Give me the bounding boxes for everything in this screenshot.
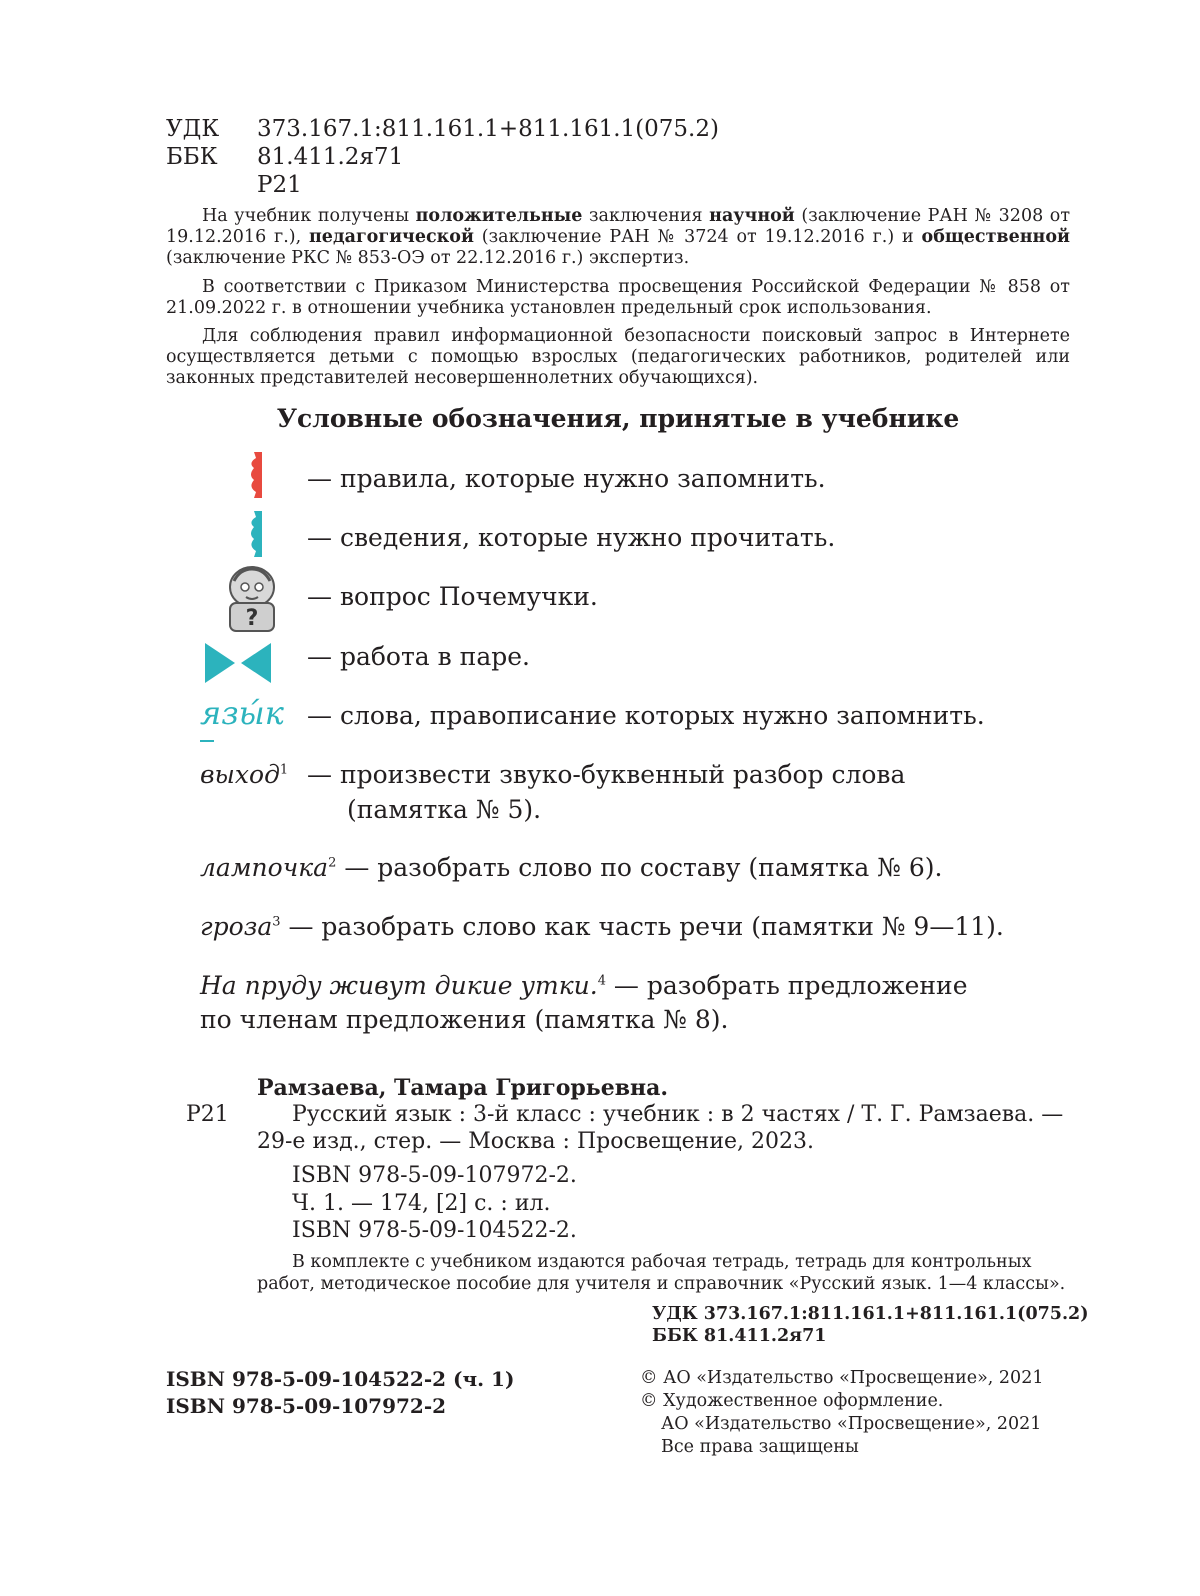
author-sign: Р21 [257,172,302,198]
analysis-word: лампочка [200,853,329,882]
catalog-kit-1: В комплекте с учебником издаются рабочая тетрадь, тетрадь для контрольных [292,1252,1032,1272]
legend-item-pair: — работа в паре. [307,642,530,671]
catalog-isbn-main: ISBN 978-5-09-107972-2. [292,1163,577,1188]
order-paragraph: В соответствии с Приказом Министерства просвещения Российской Федерации № 858 от 21.09.2022 г. в отношении учебника установлен предельный срок использования. [166,277,1070,318]
catalog-bbk: ББК 81.411.2я71 [652,1326,827,1346]
footer-copyright-2: © Художественное оформление. [640,1391,944,1411]
analysis-sentence: На пруду живут дикие утки. [200,971,598,1000]
footer-rights: Все права защищены [661,1437,859,1457]
catalog-sign: Р21 [186,1102,229,1127]
footer-isbn-2: ISBN 978-5-09-107972-2 [166,1394,447,1418]
footer-copyright-3: АО «Издательство «Просвещение», 2021 [661,1414,1042,1434]
handwritten-underline [200,740,214,742]
review-bold: педагогической [309,227,474,247]
udk-value: 373.167.1:811.161.1+811.161.1(075.2) [257,116,719,142]
analysis-text: — разобрать предложение [613,971,968,1000]
review-bold: научной [709,206,795,226]
legend-item-info: — сведения, которые нужно прочитать. [307,523,836,552]
review-text: (заключение РАН № 3208 от 19.12.2016 г.), [166,206,1071,247]
catalog-kit-2: работ, методическое пособие для учителя и справочник «Русский язык. 1—4 классы». [257,1274,1066,1294]
safety-paragraph: Для соблюдения правил информационной безопасности поисковый запрос в Интернете осуществляется детьми с помощью взрослых (педагогических работников, родителей или законных представителей несовершеннолетних обучающихся). [166,326,1070,388]
svg-text:?: ? [245,606,259,631]
review-text: (заключение РАН № 3724 от 19.12.2016 г.) и [473,227,922,247]
legend-item-question: — вопрос Почемучки. [307,582,598,611]
analysis-word-vykhod [200,760,288,789]
analysis-text-4b: по членам предложения (памятка № 8). [200,1005,729,1034]
footnote-mark: 1 [279,762,289,778]
legend-item-spelling: — слова, правописание которых нужно запомнить. [307,701,985,730]
analysis-text-1b: (памятка № 5). [347,795,542,824]
handwritten-word-icon: язы́к [200,694,284,732]
catalog-part: Ч. 1. — 174, [2] с. : ил. [292,1191,551,1216]
footer-isbn-1: ISBN 978-5-09-104522-2 (ч. 1) [166,1367,515,1391]
footer-copyright-1: © АО «Издательство «Просвещение», 2021 [640,1368,1044,1388]
footnote-mark: 3 [272,914,281,930]
analysis-text-1: — произвести звуко-буквенный разбор слова [307,760,906,789]
analysis-line-3 [200,912,1004,941]
pair-work-icon [205,643,271,683]
analysis-word: гроза [200,912,273,941]
legend-title: Условные обозначения, принятые в учебнике [276,404,960,433]
analysis-text: — разобрать слово как часть речи (памятки № 9—11). [288,912,1004,941]
catalog-udk: УДК 373.167.1:811.161.1+811.161.1(075.2) [652,1304,1089,1324]
teal-bookmark-icon [246,511,262,557]
bbk-label: ББК [166,144,218,170]
footnote-mark: 4 [597,973,606,989]
pochemuchka-icon [224,563,280,633]
catalog-isbn-part: ISBN 978-5-09-104522-2. [292,1218,577,1243]
review-bold: общественной [921,227,1070,247]
analysis-text: — разобрать слово по составу (памятка № 6). [344,853,943,882]
analysis-word: выход [200,760,280,789]
review-text: (заключение РКС № 853-ОЭ от 22.12.2016 г.) экспертиз. [166,248,690,268]
review-paragraph [166,206,1070,269]
udk-label: УДК [166,116,220,142]
bbk-value: 81.411.2я71 [257,144,404,170]
catalog-line-1: Русский язык : 3-й класс : учебник : в 2 частях / Т. Г. Рамзаева. — [292,1102,1064,1127]
analysis-line-4 [200,971,968,1000]
analysis-line-2 [200,853,942,882]
catalog-author: Рамзаева, Тамара Григорьевна. [257,1075,669,1101]
red-bookmark-icon [246,452,262,498]
review-bold: положительные [415,206,583,226]
review-text: На учебник получены [202,206,416,226]
legend-item-rules: — правила, которые нужно запомнить. [307,464,826,493]
catalog-line-2: 29-е изд., стер. — Москва : Просвещение, 2023. [257,1129,814,1154]
review-text: заключения [582,206,710,226]
footnote-mark: 2 [328,855,337,871]
